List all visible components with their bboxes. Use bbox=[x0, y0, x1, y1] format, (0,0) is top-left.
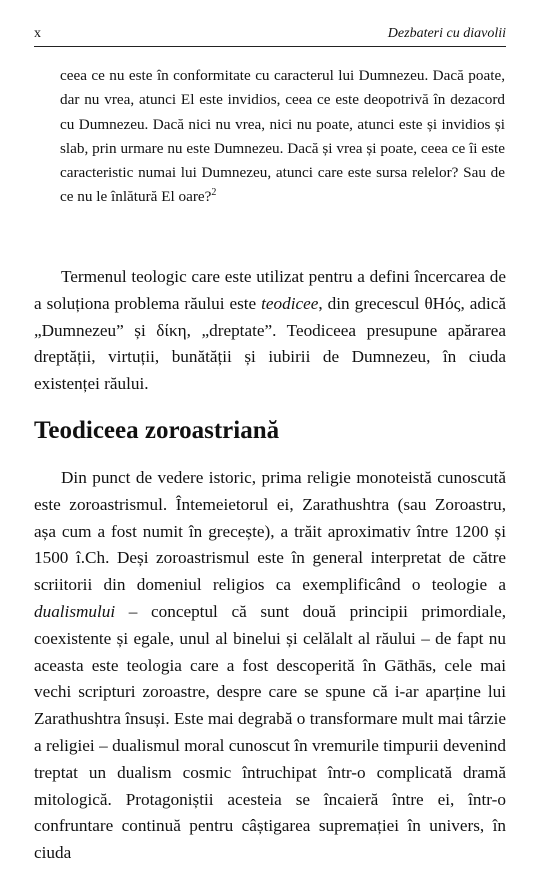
body-term: dualismului bbox=[34, 601, 116, 621]
page-number: x bbox=[34, 26, 41, 41]
footnote-marker: 2 bbox=[211, 187, 217, 199]
definition-text-2: , din grecescul θΗός, adică „Dumnezeu” și δίκη, „dreptate”. Teodiceea presupune apărarea dreptății, virtuții, bunătății și iubirii de Dumnezeu, în ciuda existenței răului. bbox=[34, 293, 506, 394]
block-quote bbox=[60, 64, 505, 210]
header-rule bbox=[34, 46, 506, 47]
definition-term: teodicee bbox=[261, 293, 319, 313]
body-text-2: – conceptul că sunt două principii primordiale, coexistente și egale, unul al binelui și celălalt al răului – de fapt nu aceasta este teologia care a fost descoperită în Gāthās, cele mai vechi scripturi zoroastre, despre care se spune că i-ar aparține lui Zarathushtra însuși. Este mai degrabă o transformare mult mai târzie a religiei – dualismul moral cunoscut în vremurile timpurii devenind treptat un dualism cosmic întruchipat într-o complicată dramă mitologică. Protagoniștii acesteia se încaieră între ei, într-o confruntare continuă pentru câștigarea supremației în univers, în ciuda bbox=[34, 601, 506, 863]
body-text-1: Din punct de vedere istoric, prima religie monoteistă cunoscută este zoroastrismul. Întemeietorul ei, Zarathushtra (sau Zoroastru, așa cum a fost numit în grecește), a trăit aproximativ între 1200 și 1500 î.Ch. Deși zoroastrismul este în general interpretat de către scriitorii din domeniul religios ca exemplificând o teologie a bbox=[34, 468, 506, 595]
section-body-paragraph bbox=[34, 465, 506, 867]
quote-paragraph bbox=[60, 64, 505, 210]
quote-text: ceea ce nu este în conformitate cu caracterul lui Dumnezeu. Dacă poate, dar nu vrea, atunci El este invidios, ceea ce este deopotrivă în dezacord cu Dumnezeu. Dacă nici nu vrea, nici nu poate, atunci este și invidios și slab, prin urmare nu este Dumnezeu. Dacă și vrea și poate, ceea ce îi este caracteristic numai lui Dumnezeu, atunci care este sursa relelor? Sau de ce nu le înlătură El oare? bbox=[60, 67, 505, 206]
definition-text-1: Termenul teologic care este utilizat pentru a defini încercarea de a soluționa problema răului este bbox=[34, 267, 506, 313]
section-heading: Teodiceea zoroastriană bbox=[34, 417, 280, 444]
theodicy-definition-paragraph bbox=[34, 264, 506, 398]
running-title: Dezbateri cu diavolii bbox=[387, 26, 506, 41]
page-header bbox=[34, 26, 506, 42]
